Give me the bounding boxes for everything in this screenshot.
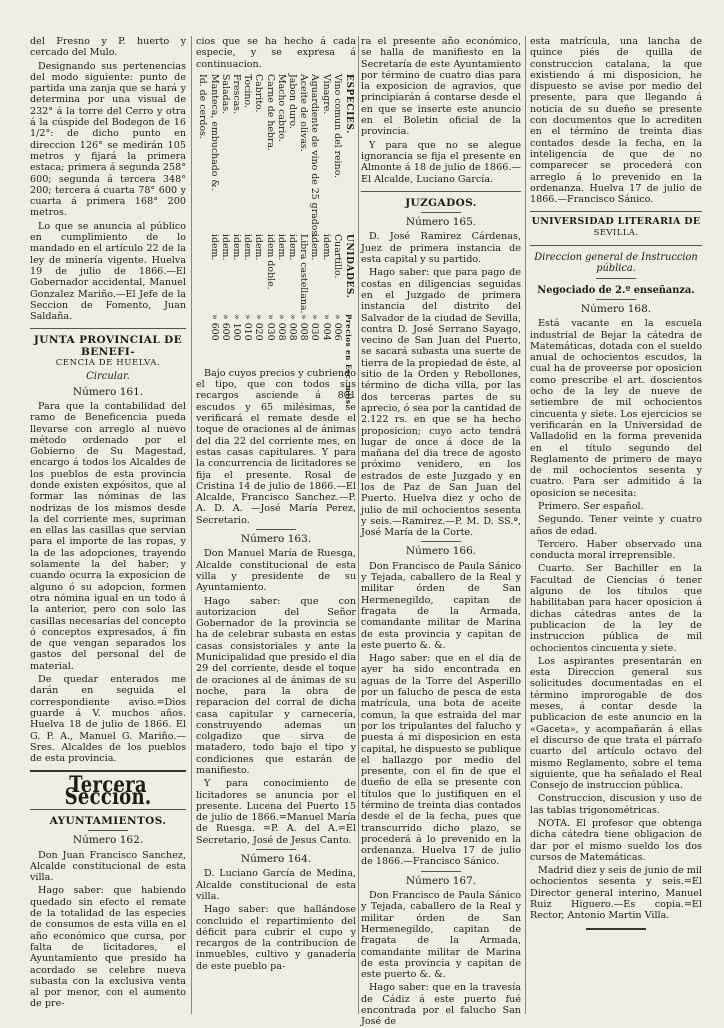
table-cell: idem.: [286, 233, 298, 261]
table-cell: » 100: [230, 313, 242, 341]
table-cell: idem.: [219, 233, 231, 261]
column-divider: [525, 36, 526, 1014]
notice-number: Número 165.: [405, 216, 477, 229]
paragraph: ra el presente año económico, se halla de manifiesto en la Secretaría de este Ayuntamiento por término de cuatro dias para la exposicion de agravios, que principiarán á contarse desde el en que se inserte este anuncio en el Boletin oficial de la provincia.: [361, 36, 521, 138]
table-header: UNIDADES.: [344, 233, 354, 299]
column-divider: [191, 36, 192, 1014]
direccion-heading: Direccion general de Instruccion pública.: [534, 252, 698, 275]
paragraph: del Fresno y P. huerto y cercado del Mulo.: [30, 36, 186, 59]
table-cell: » 600: [219, 313, 231, 341]
table-header: ESPECIES.: [344, 73, 354, 134]
section-title-ayuntamientos: AYUNTAMIENTOS.: [49, 815, 167, 827]
paragraph: Está vacante en la escuela industrial de Bejar la cátedra de Matemáticas, dotada con el sueldo anual de ochocientos escudos, la cual ha de proveerse por oposicion como prescribe el art. doscientos ocho de la ley de nueve de setiembre de mil ochocientos cincuenta y siete. Los ejercicios se verificarán en la Universidad de Valladolid en la forma prevenida en el título segundo del Reglamento de primero de mayo de mil ochocientos sesenta y cuatro. Para ser admitido á la oposicion se necesita:: [530, 318, 702, 499]
table-cell: Aceite de olivas.: [298, 73, 310, 152]
paragraph: De quedar enterados me darán en seguida el correspondiente aviso.=Dios guarde á V. muchos años. Huelva 18 de julio de 1866. El G. P. A., Manuel G. Mariño.—Sres. Alcaldes de los pueblos de esta provincia.: [30, 674, 186, 765]
circular-heading: Circular.: [86, 371, 130, 383]
table-cell: Vino comun del reino.: [331, 73, 343, 179]
table-cell: Jabon duro.: [286, 73, 298, 129]
paragraph: Don Francisco de Paula Sánico y Tejada, caballero de la Real y militar órden de San Hermenegildo, capitan de fragata de la Armada, comandante militar de Marina de esta provincia y capitan de este puerto &. &.: [361, 560, 521, 651]
table-cell: » 008: [298, 313, 310, 341]
table-cell: Tocino.: [242, 73, 254, 108]
table-cell: idem.: [230, 233, 242, 261]
column-2: [196, 36, 356, 1016]
notice-number: Número 167.: [405, 874, 477, 887]
paragraph: esta matrícula, una lancha de quince piés de quilla de construccion catalana, la que existiendo á mi disposicion, he dispuesto se avise por medio del presente, para que llegando á noticia de su dueño se presente con documentos que lo acrediten en el término de treinta dias contados desde la fecha, en la inteligencia de que de no comparecer se procederá con arreglo á lo prevenido en la ordenanza. Huelva 17 de julio de 1866.—Francisco Sánico.: [530, 36, 702, 206]
table-cell: Saladas.: [219, 73, 231, 114]
paragraph: Hago saber: que con autorizacion del Señor Gobernador de la provincia se ha de celebrar subasta en estas casas consistoriales y ante la Municipalidad que presido el dia 29 del corriente, desde el toque de oraciones al de ánimas de su noche, para la obra de reparacion del corral de dicha casa capitular y carnecería, construyendo ademas un colgadizo que sirva de matadero, todo bajo el tipo y condiciones que estarán de manifiesto.: [196, 595, 356, 776]
notice-number: Número 163.: [240, 533, 312, 546]
table-header: Precios en Esc. mils.: [344, 313, 353, 408]
short-rule: [421, 212, 461, 213]
table-cell: idem.: [275, 233, 287, 261]
short-rule: [421, 871, 461, 872]
column-1: [30, 36, 186, 1016]
paragraph: Madrid diez y seis de junio de mil ochocientos sesenta y seis.=El Director general interino, Manuel Ruiz Higuero.—Es copia.=El Rector, Antonio Martin Villa.: [530, 865, 702, 922]
requirement: Cuarto. Ser Bachiller en la Facultad de Ciencias ó tener alguno de los títulos que habilitaban para hacer oposicion á dichas cátedras antes de la publicacion de la ley de instruccion pública de mil ochocientos cincuenta y siete.: [530, 563, 702, 654]
requirement: Primero. Ser español.: [538, 500, 644, 512]
short-rule: [256, 849, 296, 850]
table-cell: Cuartillo.: [331, 233, 343, 279]
table-cell: Manteca, embuchado &.: [208, 73, 220, 191]
section-subtitle: CENCIA DE HUELVA.: [55, 358, 161, 369]
notice-number: Número 166.: [405, 545, 477, 558]
paragraph: cios que se ha hecho á cada especie, y se expresa á continuacion.: [196, 36, 356, 70]
paragraph: Bajo cuyos precios y cubriendo el tipo, que con todos sus recargos asciende á 801 escudos y 65 milésimas, se verificará el remate desde el toque de oraciones al de ánimas del dia 22 del corriente mes, en estas casas capitulares. Y para la concurrencia de licitadores se fija el presente. Rosal de Cristina 14 de julio de 1866.—El Alcalde, Francisco Sanchez.—P. A. D. A. —José María Perez, Secretario.: [196, 367, 356, 526]
paragraph: Para que la contabilidad del ramo de Beneficencia pueda llevarse con arreglo al nuevo método ordenado por el Gobierno de Su Magestad, encargo á todos los Alcaldes de los pueblos de esta provincia donde existen expósitos, que al formar las nóminas de las nodrizas de los mismos desde la del corriente mes, supriman en ellas las casillas que servian para el importe de las ropas, y la de las adopciones, trayendo solamente la del haber; y cuando ocurra la exposicion de alguno ó su adopcion, formen otra nómina igual en un todo á la anterior, pero con solo las casillas necesarias del concepto ó conceptos expresados, á fin de que vengan separados los gastos del personal del de material.: [30, 400, 186, 672]
paragraph: D. Luciano García de Medina, Alcalde constitucional de esta villa.: [196, 868, 356, 902]
paragraph: Designando sus pertenencias del modo siguiente: punto de partida una zanja que se hará y determina por una visual de 232° á la torre del Cerro y otra á la cúspide del Bodegon de 16 1/2°: de dicho punto en direccion 126° se medirán 105 metros y fijará la primera estaca; primera á segunda 258° 600; segunda á tercera 348° 200; tercera á cuarta 78° 600 y cuarta á primera 168° 200 metros.: [30, 60, 186, 219]
divider: [530, 245, 702, 246]
table-cell: » 010: [242, 313, 254, 341]
table-cell: Vinagre.: [320, 73, 332, 115]
price-table: [196, 73, 356, 408]
table-cell: Carne de hebra.: [264, 73, 276, 151]
section-title-juzgados: JUZGADOS.: [405, 196, 477, 209]
paragraph: Don Manuel María de Ruesga, Alcalde constitucional de esta villa y presidente de su Ayuntamiento.: [196, 548, 356, 594]
short-rule: [596, 299, 636, 300]
table-cell: » 008: [275, 313, 287, 341]
short-rule: [421, 541, 461, 542]
table-cell: idem doble.: [264, 233, 276, 290]
section-heading-tercera: Tercera Seccion.: [64, 772, 152, 810]
paragraph: Hago saber: que hallándose concluido el repartimiento del déficit para cubrir el cupo y recargos de la contribucion de inmuebles, cultivo y ganadería de este pueblo pa-: [196, 904, 356, 972]
table-cell: idem.: [242, 233, 254, 261]
library-stamp-watermark: [556, 918, 706, 978]
table-cell: Aguardiente de vino de 25 grados.: [309, 73, 321, 239]
paragraph: Hago saber: que para pago de costas en diligencias seguidas en el Juzgado de primera instancia del distrito del Salvador de la ciudad de Sevilla, contra D. José Serrano Sayago, vecino de San Juan del Puerto, se sacará subasta una suerte de tierra de la propiedad de éste, al sitio de la Orden y Rebollones, término de dicha villa, por las dos terceras partes de su aprecio, ó sea por la cantidad de 2.122 rs. en que se ha hecho proposicion; cuyo acto tendrá lugar de once á doce de la mañana del dia trece de agosto próximo venidero, en los estrados de este Juzgado y en los de Paz de San Juan del Puerto. Huelva diez y ocho de julio de mil ochocientos sesenta y seis.—Ramirez.—P. M. D. SS.ª, José María de la Corte.: [361, 267, 521, 539]
paragraph: D. José Ramirez Cárdenas, Juez de primera instancia de esta capital y su partido.: [361, 231, 521, 266]
notice-number: Número 164.: [240, 853, 312, 866]
table-group-label: Id. de cerdos.: [197, 73, 209, 139]
paragraph: Y para que no se alegue ignorancia se fija el presente en Almonte á 18 de julio de 1866.—El Alcalde, Luciano García.: [361, 139, 521, 185]
table-cell: » 030: [264, 313, 276, 341]
paragraph: Los aspirantes presentarán en esta Direccion general sus solicitudes documentadas en el término improrogable de dos meses, á contar desde la publicacion de este anuncio en la «Gaceta», y acompañarán á ellas el discurso de que trata el párrafo cuarto del artículo octavo del mismo Reglamento, sobre el tema siguiente, que ha señalado el Real Consejo de instruccion pública.: [530, 655, 702, 792]
notice-number: Número 168.: [580, 302, 652, 315]
table-cell: Cabrito.: [253, 73, 265, 113]
table-cell: » 020: [253, 313, 265, 341]
column-4: [530, 36, 702, 1016]
divider: [530, 211, 702, 212]
column-divider: [358, 36, 359, 1014]
table-cell: » 004: [320, 313, 332, 341]
table-cell: idem.: [320, 233, 332, 261]
section-title-universidad: UNIVERSIDAD LITERARIA DE: [531, 216, 701, 228]
paragraph: Don Francisco de Paula Sánico y Tejada, caballero de la Real y militar órden de San Hermenegildo, capitan de fragata de la Armada, comandante militar de Marina de esta provincia y capitan de este puerto &. &.: [361, 890, 521, 981]
table-cell: Libra castellana.: [298, 233, 310, 314]
paragraph: Don Juan Francisco Sanchez, Alcalde constitucional de esta villa.: [30, 849, 186, 884]
table-cell: » 030: [309, 313, 321, 341]
paragraph: NOTA. El profesor que obtenga dicha cátedra tiene obligacion de dar por el mismo sueldo los dos cursos de Matemáticas.: [530, 818, 702, 863]
table-cell: idem.: [208, 233, 220, 261]
paragraph: Lo que se anuncia al público en cumplimiento de lo mandado en el artículo 22 de la ley de minería vigente. Huelva 19 de julio de 1866.—El Gobernador accidental, Manuel Gonzalez Mariño.—El Jefe de la Seccion de Fomento, Juan Saldaña.: [30, 220, 186, 323]
requirement: Segundo. Tener veinte y cuatro años de edad.: [530, 514, 702, 537]
paragraph: Hago saber: que en la travesía de Cádiz á este puerto fué encontrada por el falucho San José de: [361, 982, 521, 1028]
column-3: [361, 36, 521, 1028]
table-cell: » 600: [208, 313, 220, 341]
paragraph: Hago saber: que en el dia de ayer ha sido encontrada en aguas de la Torre del Asperillo por un falucho de pesca de esta matrícula, una bota de aceite comun, la que estraida del mar por los tripulantes del falucho y puesta á mi disposicion en esta capital, he dispuesto se publique el hallazgo por medio del presente, con el fin de que el dueño de ella se presente con títulos que lo justifiquen en el término de treinta dias contados desde el de la fecha, pues que transcurrido dicho plazo, se procederá á lo prevenido en la ordenanza. Huelva 17 de julio de 1866.—Francisco Sánico.: [361, 653, 521, 868]
table-cell: idem.: [309, 233, 321, 261]
paragraph: Y para conocimiento de licitadores se anuncia por el presente. Lucena del Puerto 15 de julio de 1866.=Manuel María de Ruesga. =P. A. del A.=El Secretario, José de Jesus Canto.: [196, 778, 356, 846]
short-rule: [88, 830, 128, 831]
divider: [361, 191, 521, 192]
table-cell: Macho cabrio.: [275, 73, 287, 142]
divider: [30, 328, 186, 329]
section-subtitle: SEVILLA.: [593, 227, 639, 238]
short-rule: [256, 529, 296, 530]
table-cell: » 006: [331, 313, 343, 341]
paragraph: Construccion, discusion y uso de las tablas trigonométricas.: [530, 793, 702, 816]
table-column-unidades: [198, 234, 354, 314]
notice-number: Número 161.: [72, 385, 144, 398]
paragraph: Hago saber: que habiendo quedado sin efecto el remate de la totalidad de las especies de consumos de esta villa en el año económico que cursa, por falta de licitadores, el Ayuntamiento que presido ha acordado se celebre nueva subasta con la exclusiva venta al por menor, con el aumento de pre-: [30, 885, 186, 1010]
short-rule: [596, 278, 636, 279]
negociado-heading: Negociado de 2.º enseñanza.: [537, 284, 695, 296]
notice-number: Número 162.: [72, 834, 144, 847]
section-title-junta: JUNTA PROVINCIAL DE BENEFI-: [33, 334, 183, 358]
table-cell: idem.: [253, 233, 265, 261]
requirement: Tercero. Haber observado una conducta moral irreprensible.: [530, 538, 702, 562]
table-column-precios: [198, 313, 354, 408]
table-cell: Frescas.: [230, 73, 242, 114]
table-column-especies: [197, 73, 354, 239]
table-cell: » 008: [286, 313, 298, 341]
